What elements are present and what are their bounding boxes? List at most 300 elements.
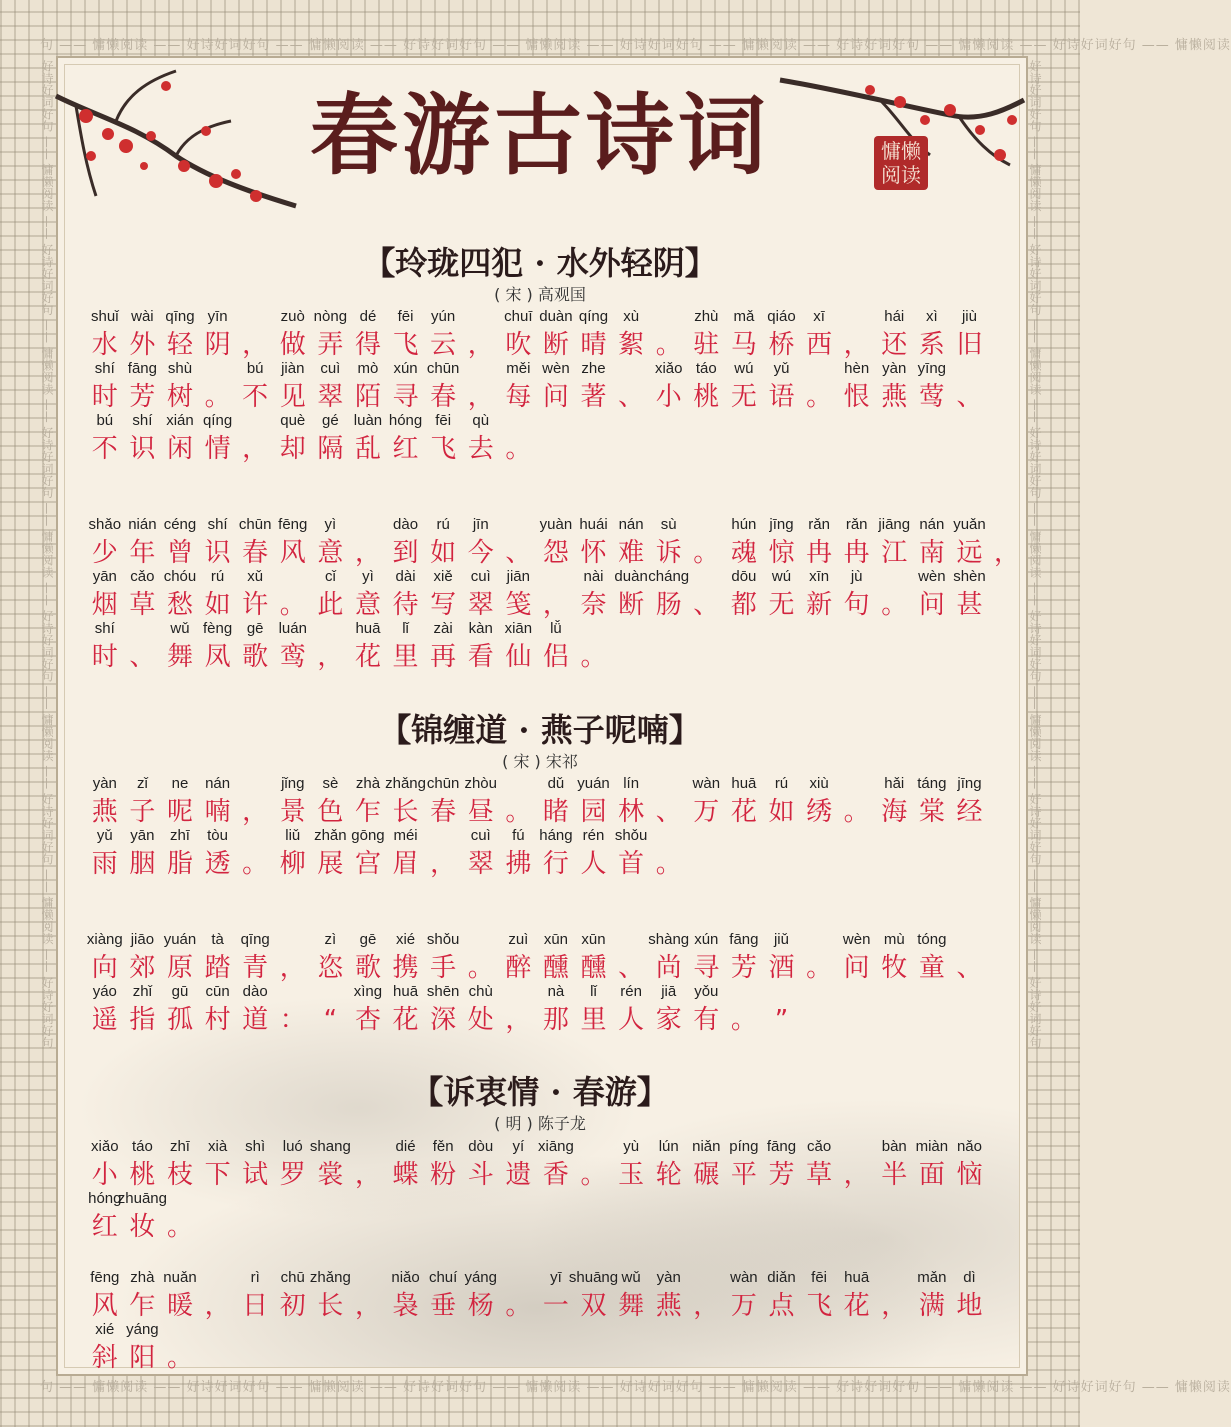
char-cell <box>951 566 989 622</box>
pinyin: gé <box>322 412 339 429</box>
char-cell <box>988 514 1026 570</box>
char-cell <box>424 1136 462 1192</box>
char-cell <box>199 929 237 985</box>
pinyin: lún <box>658 1138 679 1155</box>
char-cell <box>800 1267 838 1323</box>
char-cell <box>424 566 462 622</box>
watermark-right: 好诗好词好句 —— 慵懒阅读 —— 好诗好词好句 —— 慵懒阅读 —— 好诗好词好句 —— 慵懒阅读 —— 好诗好词好句 —— 慵懒阅读 —— 好诗好词好句 —— 慵懒阅读 —— 好诗好词好句 <box>1028 60 1042 1049</box>
hanzi: ， <box>693 1291 720 1321</box>
char-cell <box>575 981 613 1037</box>
poem-line <box>86 618 612 674</box>
hanzi: 喃 <box>204 797 231 827</box>
hanzi: 斗 <box>467 1160 494 1190</box>
char-cell <box>199 618 237 674</box>
char-cell <box>875 566 913 622</box>
char-cell <box>387 514 425 570</box>
char-cell <box>913 306 951 362</box>
char-cell <box>236 773 274 829</box>
char-cell <box>86 773 124 829</box>
char-cell <box>124 566 162 622</box>
hanzi: 冉 <box>806 538 833 568</box>
char-cell <box>800 773 838 829</box>
hanzi: ， <box>843 1160 870 1190</box>
char-cell <box>612 1136 650 1192</box>
char-cell <box>124 358 162 414</box>
pinyin: mù <box>883 931 905 948</box>
hanzi: 翠 <box>467 849 494 879</box>
pinyin: hóng <box>388 412 423 429</box>
seal-text-bottom: 阅读 <box>881 163 921 187</box>
char-cell <box>161 1136 199 1192</box>
char-cell <box>650 981 688 1037</box>
hanzi: 遥 <box>91 1005 118 1035</box>
hanzi: 孤 <box>166 1005 193 1035</box>
char-cell <box>462 566 500 622</box>
hanzi: 不 <box>242 382 269 412</box>
poem-heading: 【锦缠道 · 燕子呢喃】 <box>379 711 701 749</box>
char-cell <box>349 410 387 466</box>
hanzi: 时 <box>91 642 118 672</box>
hanzi: 无 <box>730 382 757 412</box>
hanzi: 园 <box>580 797 607 827</box>
char-cell <box>161 1188 199 1244</box>
pinyin: yǔ <box>96 827 113 844</box>
hanzi: 。 <box>730 1005 757 1035</box>
char-cell <box>575 773 613 829</box>
pinyin: cǎo <box>806 1138 832 1155</box>
hanzi: 烟 <box>91 590 118 620</box>
pinyin: dì <box>963 1269 976 1286</box>
char-cell <box>161 981 199 1037</box>
char-cell <box>124 618 162 674</box>
char-cell <box>875 514 913 570</box>
char-cell <box>650 514 688 570</box>
char-cell <box>387 566 425 622</box>
hanzi: 都 <box>730 590 757 620</box>
pinyin: cuì <box>320 360 341 377</box>
pinyin: duàn <box>614 568 648 585</box>
pinyin: yǒu <box>694 983 719 1000</box>
pinyin: jǐng <box>281 775 305 792</box>
hanzi: 里 <box>392 642 419 672</box>
char-cell <box>500 514 538 570</box>
hanzi: 、 <box>129 642 156 672</box>
char-cell <box>349 566 387 622</box>
pinyin: táo <box>131 1138 153 1155</box>
pinyin: yǔ <box>773 360 790 377</box>
plum-blossom-left-illustration <box>56 56 316 226</box>
pinyin: qīng <box>240 931 270 948</box>
char-cell <box>800 306 838 362</box>
hanzi: 西 <box>806 330 833 360</box>
pinyin: táng <box>917 775 947 792</box>
hanzi: 试 <box>242 1160 269 1190</box>
char-cell <box>537 929 575 985</box>
char-cell <box>650 825 688 881</box>
pinyin: nòng <box>313 308 348 325</box>
hanzi: 子 <box>129 797 156 827</box>
char-cell <box>349 1136 387 1192</box>
char-cell <box>568 1267 619 1323</box>
hanzi: 村 <box>204 1005 231 1035</box>
hanzi: 轮 <box>655 1160 682 1190</box>
char-cell <box>725 1267 763 1323</box>
hanzi: 裳 <box>317 1160 344 1190</box>
hanzi: 晴 <box>580 330 607 360</box>
pinyin: nán <box>205 775 231 792</box>
hanzi: 透 <box>204 849 231 879</box>
hanzi: 醉 <box>505 953 532 983</box>
hanzi: 郊 <box>129 953 156 983</box>
pinyin: zuò <box>280 308 305 325</box>
char-cell <box>500 410 538 466</box>
pinyin: shì <box>245 1138 266 1155</box>
hanzi: 闲 <box>166 434 193 464</box>
char-cell <box>161 566 199 622</box>
char-cell <box>312 773 350 829</box>
hanzi: 如 <box>430 538 457 568</box>
pinyin: mò <box>357 360 379 377</box>
hanzi: 再 <box>430 642 457 672</box>
pinyin: xù <box>623 308 640 325</box>
char-cell <box>838 773 876 829</box>
hanzi: ， <box>242 330 269 360</box>
char-cell <box>86 618 124 674</box>
hanzi: 南 <box>918 538 945 568</box>
char-cell <box>951 358 989 414</box>
hanzi: 小 <box>655 382 682 412</box>
char-cell <box>500 981 538 1037</box>
hanzi: 人 <box>618 1005 645 1035</box>
char-cell <box>575 929 613 985</box>
pinyin: xié <box>395 931 416 948</box>
pinyin: zhī <box>169 1138 190 1155</box>
char-cell <box>800 358 838 414</box>
pinyin: wèn <box>542 360 570 377</box>
hanzi: 问 <box>542 382 569 412</box>
hanzi: 妆 <box>129 1212 156 1242</box>
char-cell <box>575 618 613 674</box>
hanzi: 时 <box>91 382 118 412</box>
char-cell <box>575 566 613 622</box>
pinyin: luó <box>282 1138 303 1155</box>
char-cell <box>763 566 801 622</box>
hanzi: 每 <box>505 382 532 412</box>
pinyin: xún <box>393 360 418 377</box>
hanzi: 携 <box>392 953 419 983</box>
hanzi: 柳 <box>279 849 306 879</box>
char-cell <box>688 929 726 985</box>
hanzi: 寻 <box>392 382 419 412</box>
hanzi: 见 <box>279 382 306 412</box>
pinyin: fēi <box>435 412 452 429</box>
pinyin: fēng <box>278 516 308 533</box>
char-cell <box>424 929 462 985</box>
char-cell <box>387 1136 425 1192</box>
hanzi: 寻 <box>693 953 720 983</box>
pinyin: hái <box>884 308 905 325</box>
char-cell <box>236 410 274 466</box>
pinyin: qù <box>472 412 490 429</box>
hanzi: 舞 <box>166 642 193 672</box>
char-cell <box>838 1267 876 1323</box>
pinyin: zǐ <box>136 775 148 792</box>
hanzi: 乍 <box>129 1291 156 1321</box>
char-cell <box>537 825 575 881</box>
pinyin: nán <box>919 516 945 533</box>
char-cell <box>349 929 387 985</box>
char-cell <box>236 618 274 674</box>
pinyin: sè <box>322 775 339 792</box>
char-cell <box>124 514 162 570</box>
hanzi: 。 <box>806 382 833 412</box>
hanzi: 问 <box>843 953 870 983</box>
pinyin: xiān <box>504 620 533 637</box>
pinyin: xī <box>813 308 825 325</box>
hanzi: 踏 <box>204 953 231 983</box>
pinyin: qīng <box>165 308 195 325</box>
hanzi: 不 <box>91 434 118 464</box>
pinyin: chuī <box>504 308 533 325</box>
char-cell <box>500 825 538 881</box>
pinyin: chuí <box>428 1269 458 1286</box>
hanzi: 絮 <box>618 330 645 360</box>
hanzi: 林 <box>618 797 645 827</box>
char-cell <box>725 1136 763 1192</box>
char-cell <box>86 1319 124 1375</box>
hanzi: 看 <box>467 642 494 672</box>
poem-line <box>86 566 988 622</box>
pinyin: cǎo <box>130 568 155 585</box>
hanzi: 平 <box>730 1160 757 1190</box>
hanzi: 指 <box>129 1005 156 1035</box>
char-cell <box>274 1136 312 1192</box>
hanzi: ， <box>542 590 569 620</box>
hanzi: 。 <box>505 797 532 827</box>
hanzi: ， <box>430 849 457 879</box>
pinyin: xié <box>95 1321 115 1338</box>
char-cell <box>424 358 462 414</box>
char-cell <box>274 618 312 674</box>
watermark-left: 好诗好词好句 —— 慵懒阅读 —— 好诗好词好句 —— 慵懒阅读 —— 好诗好词好句 —— 慵懒阅读 —— 好诗好词好句 —— 慵懒阅读 —— 好诗好词好句 —— 慵懒阅读 —— 好诗好词好句 <box>40 60 54 1049</box>
hanzi: 红 <box>91 1212 118 1242</box>
hanzi: 新 <box>806 590 833 620</box>
char-cell <box>86 306 124 362</box>
poem-line <box>86 1136 988 1192</box>
hanzi: 遗 <box>505 1160 532 1190</box>
pinyin: yáng <box>464 1269 497 1286</box>
char-cell <box>688 566 726 622</box>
char-cell <box>86 825 124 881</box>
pinyin: tà <box>211 931 224 948</box>
hanzi: 长 <box>317 1291 344 1321</box>
hanzi: 拂 <box>505 849 532 879</box>
char-cell <box>763 773 801 829</box>
hanzi: 。 <box>166 1343 193 1373</box>
pinyin: nuǎn <box>163 1269 197 1286</box>
poem-line <box>86 981 800 1037</box>
char-cell <box>86 1267 124 1323</box>
pinyin: yàn <box>882 360 907 377</box>
pinyin: xiù <box>809 775 829 792</box>
hanzi: 识 <box>129 434 156 464</box>
hanzi: 冉 <box>843 538 870 568</box>
hanzi: 红 <box>392 434 419 464</box>
char-cell <box>161 773 199 829</box>
pinyin: shí <box>94 360 115 377</box>
hanzi: 花 <box>354 642 381 672</box>
pinyin: wú <box>734 360 754 377</box>
hanzi: ” <box>774 1005 789 1035</box>
char-cell <box>236 306 274 362</box>
char-cell <box>913 929 951 985</box>
hanzi: 酒 <box>768 953 795 983</box>
char-cell <box>124 410 162 466</box>
pinyin: mǎ <box>733 308 755 325</box>
char-cell <box>462 514 500 570</box>
char-cell <box>274 358 312 414</box>
hanzi: 。 <box>881 590 908 620</box>
hanzi: 曾 <box>166 538 193 568</box>
hanzi: 杏 <box>354 1005 381 1035</box>
char-cell <box>725 929 763 985</box>
hanzi: ， <box>317 642 344 672</box>
char-cell <box>236 1136 274 1192</box>
hanzi: 海 <box>881 797 908 827</box>
char-cell <box>349 358 387 414</box>
char-cell <box>575 825 613 881</box>
pinyin: cuì <box>470 568 491 585</box>
pinyin: yàn <box>656 1269 681 1286</box>
char-cell <box>349 981 387 1037</box>
char-cell <box>650 773 688 829</box>
char-cell <box>875 773 913 829</box>
hanzi: 香 <box>542 1160 569 1190</box>
hanzi: 著 <box>580 382 607 412</box>
hanzi: 景 <box>279 797 306 827</box>
hanzi: 昼 <box>467 797 494 827</box>
hanzi: 经 <box>956 797 983 827</box>
hanzi: 意 <box>317 538 344 568</box>
hanzi: 日 <box>242 1291 269 1321</box>
pinyin: rú <box>210 568 225 585</box>
char-cell <box>462 1267 500 1323</box>
hanzi: 到 <box>392 538 419 568</box>
char-cell <box>387 981 425 1037</box>
pinyin: hún <box>731 516 757 533</box>
hanzi: 阳 <box>129 1343 156 1373</box>
char-cell <box>763 306 801 362</box>
hanzi: 甚 <box>956 590 983 620</box>
char-cell <box>312 825 350 881</box>
pinyin: xīn <box>809 568 830 585</box>
pinyin: píng <box>729 1138 759 1155</box>
pinyin: céng <box>163 516 197 533</box>
hanzi: 陌 <box>354 382 381 412</box>
char-cell <box>650 929 688 985</box>
hanzi: 醺 <box>542 953 569 983</box>
char-cell <box>913 514 951 570</box>
hanzi: 万 <box>693 797 720 827</box>
hanzi: 呢 <box>166 797 193 827</box>
char-cell <box>725 566 763 622</box>
char-cell <box>161 1319 199 1375</box>
pinyin: shèn <box>953 568 986 585</box>
pinyin: shàng <box>648 931 690 948</box>
char-cell <box>86 1136 124 1192</box>
char-cell <box>913 773 951 829</box>
char-cell <box>838 514 876 570</box>
char-cell <box>763 1136 801 1192</box>
hanzi: 。 <box>655 330 682 360</box>
pinyin: zhù <box>694 308 719 325</box>
char-cell <box>537 358 575 414</box>
char-cell <box>124 773 162 829</box>
char-cell <box>199 1267 237 1323</box>
char-cell <box>800 514 838 570</box>
char-cell <box>500 618 538 674</box>
pinyin: zhà <box>355 775 381 792</box>
pinyin: wàn <box>692 775 721 792</box>
pinyin: què <box>280 412 306 429</box>
pinyin: méi <box>393 827 418 844</box>
char-cell <box>312 358 350 414</box>
char-cell <box>688 514 726 570</box>
hanzi: 难 <box>618 538 645 568</box>
hanzi: 初 <box>279 1291 306 1321</box>
hanzi: 点 <box>768 1291 795 1321</box>
hanzi: 地 <box>956 1291 983 1321</box>
hanzi: 宫 <box>354 849 381 879</box>
char-cell <box>951 929 989 985</box>
char-cell <box>951 773 989 829</box>
pinyin: shí <box>94 620 115 637</box>
pinyin: yì <box>362 568 374 585</box>
pinyin: huái <box>579 516 608 533</box>
poem-line <box>86 514 1026 570</box>
hanzi: 深 <box>430 1005 457 1035</box>
pinyin: xì <box>926 308 938 325</box>
hanzi: 歌 <box>242 642 269 672</box>
hanzi: 。 <box>655 849 682 879</box>
hanzi: 系 <box>918 330 945 360</box>
hanzi: 还 <box>881 330 908 360</box>
pinyin: yān <box>92 568 117 585</box>
char-cell <box>161 514 199 570</box>
poem-line <box>86 825 688 881</box>
hanzi: 面 <box>918 1160 945 1190</box>
hanzi: 垂 <box>430 1291 457 1321</box>
hanzi: 驻 <box>693 330 720 360</box>
pinyin: huā <box>731 775 757 792</box>
pinyin: yuán <box>577 775 610 792</box>
char-cell <box>612 825 650 881</box>
pinyin: nán <box>618 516 644 533</box>
pinyin: dōu <box>731 568 757 585</box>
pinyin: xián <box>166 412 194 429</box>
pinyin: gōng <box>351 827 385 844</box>
hanzi: ， <box>354 1160 381 1190</box>
hanzi: 花 <box>392 1005 419 1035</box>
char-cell <box>312 981 350 1037</box>
hanzi: 。 <box>467 953 494 983</box>
char-cell <box>424 410 462 466</box>
hanzi: ， <box>505 1005 532 1035</box>
char-cell <box>462 1136 500 1192</box>
hanzi: 燕 <box>881 382 908 412</box>
pinyin: shēn <box>426 983 460 1000</box>
pinyin: fěn <box>432 1138 454 1155</box>
